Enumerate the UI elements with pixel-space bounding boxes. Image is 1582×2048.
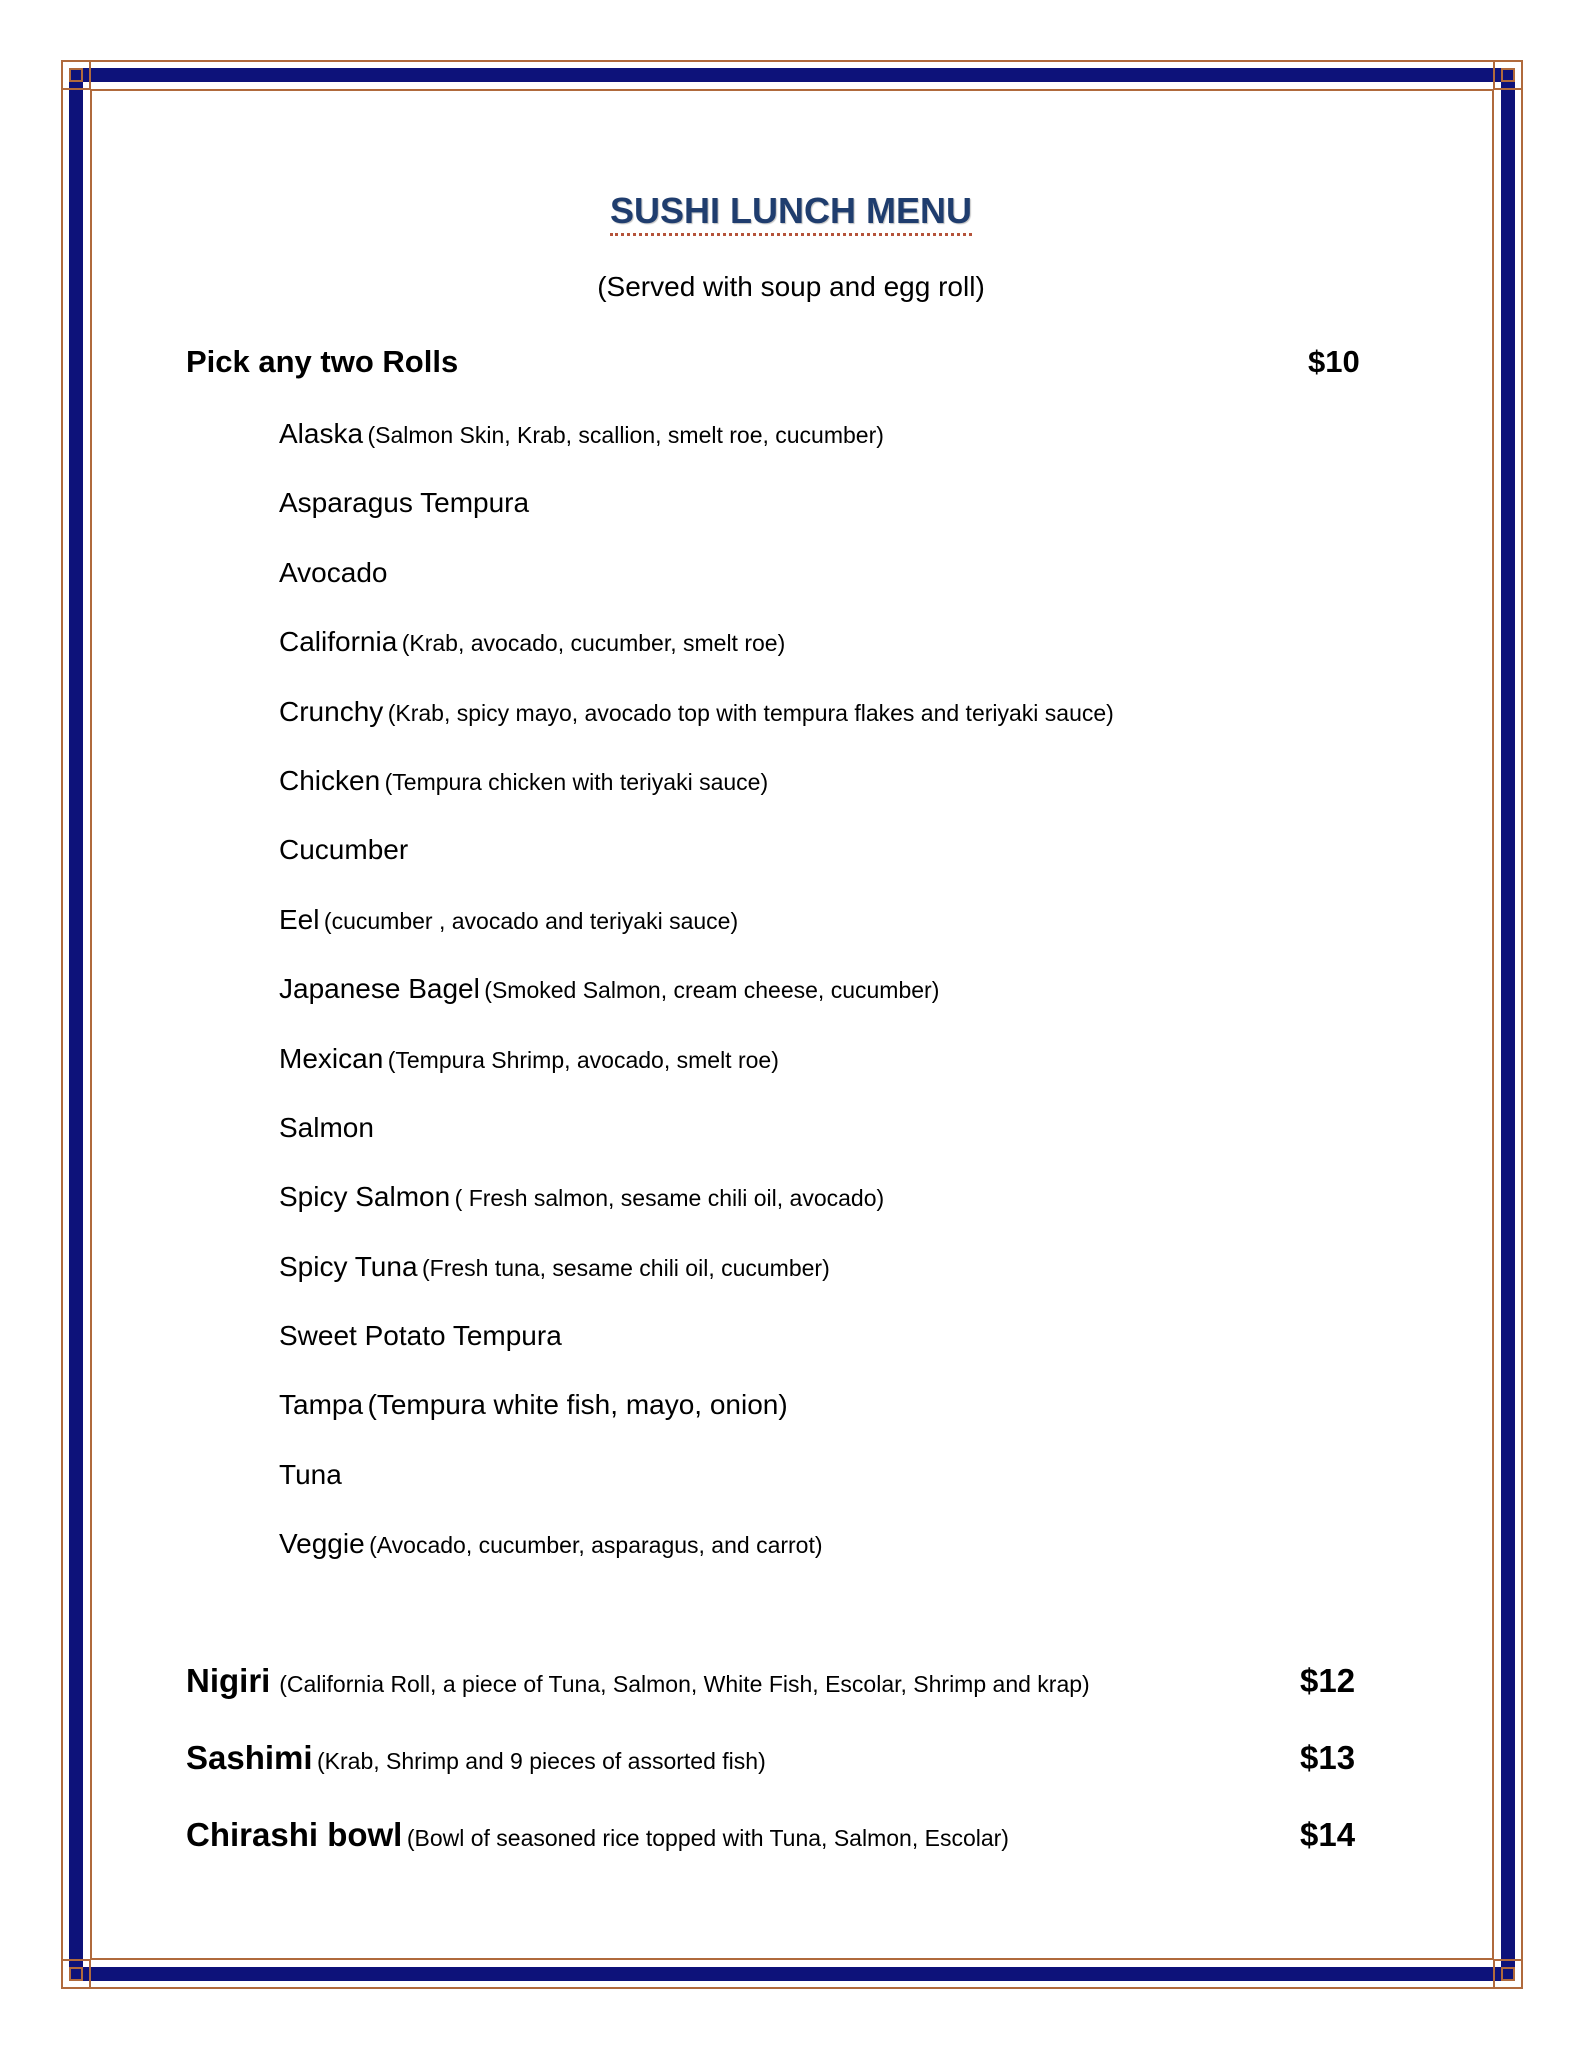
roll-name: Cucumber: [279, 834, 409, 866]
special-name: Chirashi bowl: [186, 1816, 403, 1853]
roll-name: Avocado: [279, 556, 388, 588]
roll-name: Asparagus Tempura: [279, 487, 530, 519]
list-item: [279, 1318, 1114, 1387]
roll-description: ( Fresh salmon, sesame chili oil, avocado): [454, 1185, 885, 1212]
roll-description: (Tempura Shrimp, avocado, smelt roe): [387, 1046, 779, 1073]
roll-description: (Krab, avocado, cucumber, smelt roe): [401, 630, 786, 657]
roll-description: (Fresh tuna, sesame chili oil, cucumber): [421, 1254, 830, 1281]
corner-ornament: [1493, 60, 1523, 90]
list-item: [279, 1041, 1114, 1110]
roll-name: Japanese Bagel: [279, 973, 480, 1005]
roll-name: Mexican: [279, 1042, 384, 1074]
list-item: [279, 624, 1114, 693]
roll-name: Tampa: [279, 1389, 364, 1421]
special-item-nigiri: [186, 1662, 1090, 1700]
list-item: [279, 1179, 1114, 1248]
list-item: [279, 1457, 1114, 1526]
special-price: $14: [1300, 1816, 1356, 1853]
list-item: [279, 902, 1114, 971]
menu-title-text: SUSHI LUNCH MENU: [610, 190, 972, 236]
roll-description: (Smoked Salmon, cream cheese, cucumber): [484, 977, 940, 1004]
roll-description: (Salmon Skin, Krab, scallion, smelt roe, cucumber): [367, 422, 884, 448]
list-item: [279, 763, 1114, 832]
roll-name: Veggie: [279, 1528, 365, 1560]
list-item: [279, 1526, 1114, 1595]
corner-ornament: [61, 60, 91, 90]
special-price: $13: [1300, 1739, 1356, 1776]
special-name: Sashimi: [186, 1739, 313, 1776]
roll-name: Chicken: [279, 764, 381, 796]
special-description: (Bowl of seasoned rice topped with Tuna, Salmon, Escolar): [406, 1825, 1009, 1851]
list-item: [279, 694, 1114, 763]
corner-ornament: [61, 1959, 91, 1989]
roll-name: California: [279, 626, 398, 658]
menu-subtitle: (Served with soup and egg roll): [597, 271, 985, 302]
list-item: [279, 971, 1114, 1040]
roll-description: (Krab, spicy mayo, avocado top with tempura flakes and teriyaki sauce): [387, 699, 1114, 726]
list-item: [279, 485, 1114, 554]
special-price: $12: [1300, 1662, 1356, 1699]
list-item: [279, 832, 1114, 901]
rolls-section-heading: Pick any two Rolls: [186, 344, 459, 379]
roll-description: (Avocado, cucumber, asparagus, and carrot): [369, 1532, 823, 1559]
roll-name: Salmon: [279, 1111, 374, 1143]
rolls-section-price: $10: [1308, 344, 1360, 379]
roll-description: (Tempura white fish, mayo, onion): [367, 1389, 788, 1421]
roll-description: (Tempura chicken with teriyaki sauce): [384, 768, 769, 795]
roll-name: Eel: [279, 903, 320, 935]
special-description: (California Roll, a piece of Tuna, Salmon, White Fish, Escolar, Shrimp and krap): [279, 1671, 1090, 1697]
roll-name: Spicy Salmon: [279, 1181, 451, 1213]
list-item: [279, 1249, 1114, 1318]
special-item-chirashi-bowl: [186, 1816, 1009, 1854]
list-item: [279, 1110, 1114, 1179]
roll-name: Crunchy: [279, 695, 384, 727]
list-item: [279, 1387, 1114, 1456]
rolls-list: [279, 416, 1114, 1596]
special-item-sashimi: [186, 1739, 766, 1777]
roll-name: Alaska: [279, 418, 364, 449]
roll-name: Tuna: [279, 1458, 342, 1490]
roll-name: Spicy Tuna: [279, 1250, 418, 1282]
corner-ornament: [1493, 1959, 1523, 1989]
roll-name: Sweet Potato Tempura: [279, 1320, 562, 1352]
special-name: Nigiri: [186, 1662, 271, 1699]
list-item: [279, 555, 1114, 624]
menu-title: [0, 190, 1582, 232]
roll-description: (cucumber , avocado and teriyaki sauce): [323, 907, 739, 934]
list-item: [279, 416, 1114, 485]
special-description: (Krab, Shrimp and 9 pieces of assorted fish): [317, 1748, 766, 1774]
